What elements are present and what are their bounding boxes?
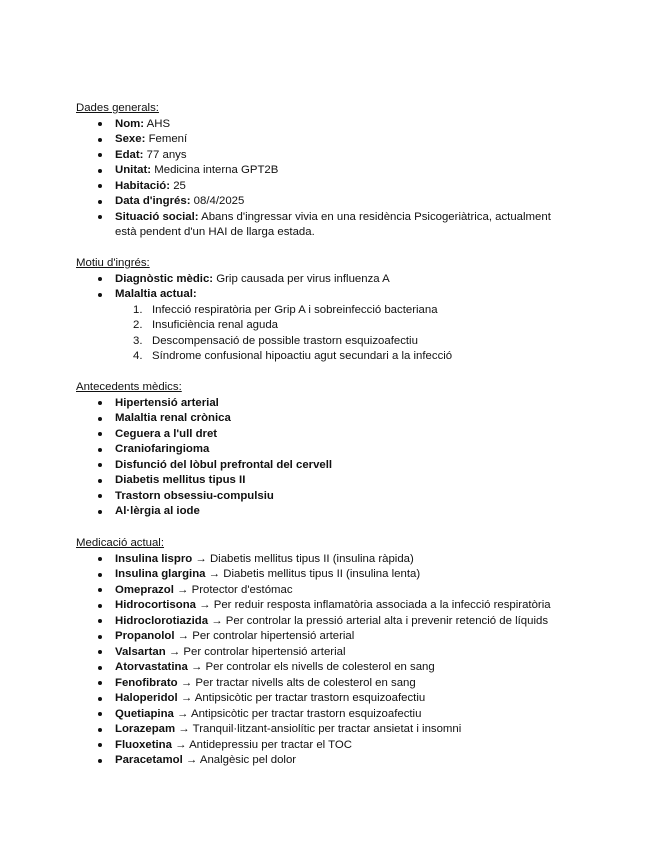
field-value: Medicina interna GPT2B <box>151 164 279 176</box>
medication-section <box>76 536 586 769</box>
item-number: 3. <box>133 334 143 347</box>
medication-heading: Medicació actual: <box>76 537 165 549</box>
medication-item <box>76 645 586 661</box>
list-item: Ceguera a l'ull dret <box>76 427 586 443</box>
list-item <box>76 163 586 179</box>
general-data-heading: Dades generals: <box>76 102 159 114</box>
drug-name: Quetiapina <box>115 707 174 720</box>
arrow-icon: → <box>187 661 206 673</box>
list-item <box>76 272 586 288</box>
arrow-icon: → <box>165 645 184 658</box>
medication-item <box>76 598 586 614</box>
item-text: Descompensació de possible trastorn esquizoafectiu <box>152 334 418 347</box>
item-number: 2. <box>133 319 143 331</box>
arrow-icon: → <box>173 707 191 720</box>
list-item <box>76 194 586 210</box>
medical-history-section <box>76 380 586 520</box>
medication-item <box>76 707 586 723</box>
drug-use: Diabetis mellitus tipus II (insulina lenta) <box>223 568 421 580</box>
field-value: Grip causada per virus influenza A <box>213 272 390 285</box>
list-item: Malaltia renal crònica <box>76 411 586 427</box>
numbered-item <box>115 303 586 319</box>
arrow-icon: → <box>196 599 214 611</box>
drug-name: Propanolol <box>115 630 175 642</box>
drug-name: Insulina glargina <box>115 568 206 580</box>
list-item: Disfunció del lòbul prefrontal del cervell <box>76 458 586 474</box>
field-label: Unitat: <box>115 164 152 176</box>
medication-item <box>76 738 586 754</box>
arrow-icon: → <box>177 692 195 704</box>
field-value: 25 <box>170 179 186 192</box>
drug-name: Insulina lispro <box>115 552 193 565</box>
field-label: Nom: <box>115 117 145 130</box>
drug-use: Per tractar nivells alts de colesterol en sang <box>195 676 416 689</box>
drug-use: Per controlar els nivells de colesterol en sang <box>205 661 435 673</box>
list-item <box>76 179 586 195</box>
drug-use: Antidepressiu per tractar el TOC <box>189 738 352 751</box>
arrow-icon: → <box>205 568 224 580</box>
medical-history-list <box>76 396 586 520</box>
list-item: Al·lèrgia al iode <box>76 504 586 520</box>
medication-item <box>76 753 586 769</box>
medication-item <box>76 676 586 692</box>
numbered-item <box>115 349 586 365</box>
medication-item <box>76 629 586 645</box>
arrow-icon: → <box>182 754 200 766</box>
arrow-icon: → <box>171 738 190 751</box>
admission-section <box>76 256 586 365</box>
field-value: Abans d'ingressar vivia en una residència Psicogeriàtrica, actualment <box>198 210 551 223</box>
general-data-section <box>76 101 586 241</box>
medical-history-heading: Antecedents mèdics: <box>76 381 182 393</box>
drug-use: Diabetis mellitus tipus II (insulina ràpida) <box>209 552 414 565</box>
numbered-item <box>115 318 586 334</box>
admission-heading: Motiu d'ingrés: <box>76 257 150 269</box>
drug-use: Per controlar la pressió arterial alta i prevenir retenció de líquids <box>225 614 549 627</box>
drug-use: Per reduir resposta inflamatòria associada a la infecció respiratòria <box>213 599 551 611</box>
general-data-list <box>76 117 586 241</box>
drug-name: Haloperidol <box>115 692 178 704</box>
list-item: Diabetis mellitus tipus II <box>76 473 586 489</box>
medication-item <box>76 660 586 676</box>
social-situation-item <box>76 210 586 241</box>
medication-item <box>76 691 586 707</box>
item-text: Infecció respiratòria per Grip A i sobreinfecció bacteriana <box>152 303 438 316</box>
list-item: Trastorn obsessiu-compulsiu <box>76 489 586 505</box>
item-text: Síndrome confusional hipoactiu agut secundari a la infecció <box>152 350 453 362</box>
field-value: Femení <box>145 133 188 145</box>
field-label: Data d'ingrés: <box>115 195 191 207</box>
list-item <box>76 117 586 133</box>
drug-name: Fluoxetina <box>115 738 172 751</box>
current-illness-list <box>115 303 586 365</box>
drug-name: Paracetamol <box>115 754 183 766</box>
drug-use: Per controlar hipertensió arterial <box>192 630 355 642</box>
medication-item <box>76 722 586 738</box>
item-number: 1. <box>133 303 143 316</box>
list-item: Hipertensió arterial <box>76 396 586 412</box>
drug-name: Omeprazol <box>115 583 174 596</box>
drug-use: Analgèsic pel dolor <box>199 754 297 766</box>
arrow-icon: → <box>192 552 210 565</box>
drug-name: Lorazepam <box>115 723 176 735</box>
field-value: 08/4/2025 <box>190 195 245 207</box>
field-label: Malaltia actual: <box>115 288 197 300</box>
arrow-icon: → <box>173 583 192 596</box>
drug-use: Tranquil·litzant-ansiolític per tractar ansietat i insomni <box>192 723 462 735</box>
list-item <box>76 132 586 148</box>
admission-list <box>76 272 586 365</box>
list-item: Craniofaringioma <box>76 442 586 458</box>
field-value: AHS <box>144 117 171 130</box>
arrow-icon: → <box>175 723 193 735</box>
medication-item <box>76 552 586 568</box>
drug-name: Hidrocortisona <box>115 599 197 611</box>
drug-use: Protector d'estómac <box>191 583 293 596</box>
medication-item <box>76 583 586 599</box>
field-value: 77 anys <box>143 148 187 161</box>
item-text: Insuficiència renal aguda <box>152 319 279 331</box>
field-label: Habitació: <box>115 179 171 192</box>
drug-name: Hidroclorotiazida <box>115 614 209 627</box>
medication-item <box>76 567 586 583</box>
field-label: Diagnòstic mèdic: <box>115 272 214 285</box>
arrow-icon: → <box>177 676 196 689</box>
drug-name: Atorvastatina <box>115 661 188 673</box>
medication-list <box>76 552 586 769</box>
field-label: Edat: <box>115 148 144 161</box>
social-line-2: està pendent d'un HAI de llarga estada. <box>115 226 315 238</box>
drug-use: Antipsicòtic per tractar trastorn esquizoafectiu <box>194 692 426 704</box>
field-label: Sexe: <box>115 133 146 145</box>
field-label: Situació social: <box>115 210 199 223</box>
numbered-item <box>115 334 586 350</box>
item-number: 4. <box>133 350 143 362</box>
list-item <box>76 287 586 365</box>
drug-name: Valsartan <box>115 645 166 658</box>
arrow-icon: → <box>208 614 226 627</box>
drug-use: Per controlar hipertensió arterial <box>183 645 346 658</box>
arrow-icon: → <box>174 630 193 642</box>
social-line-1 <box>115 210 586 226</box>
drug-use: Antipsicòtic per tractar trastorn esquizoafectiu <box>190 707 422 720</box>
drug-name: Fenofibrato <box>115 676 178 689</box>
medication-item <box>76 614 586 630</box>
list-item <box>76 148 586 164</box>
